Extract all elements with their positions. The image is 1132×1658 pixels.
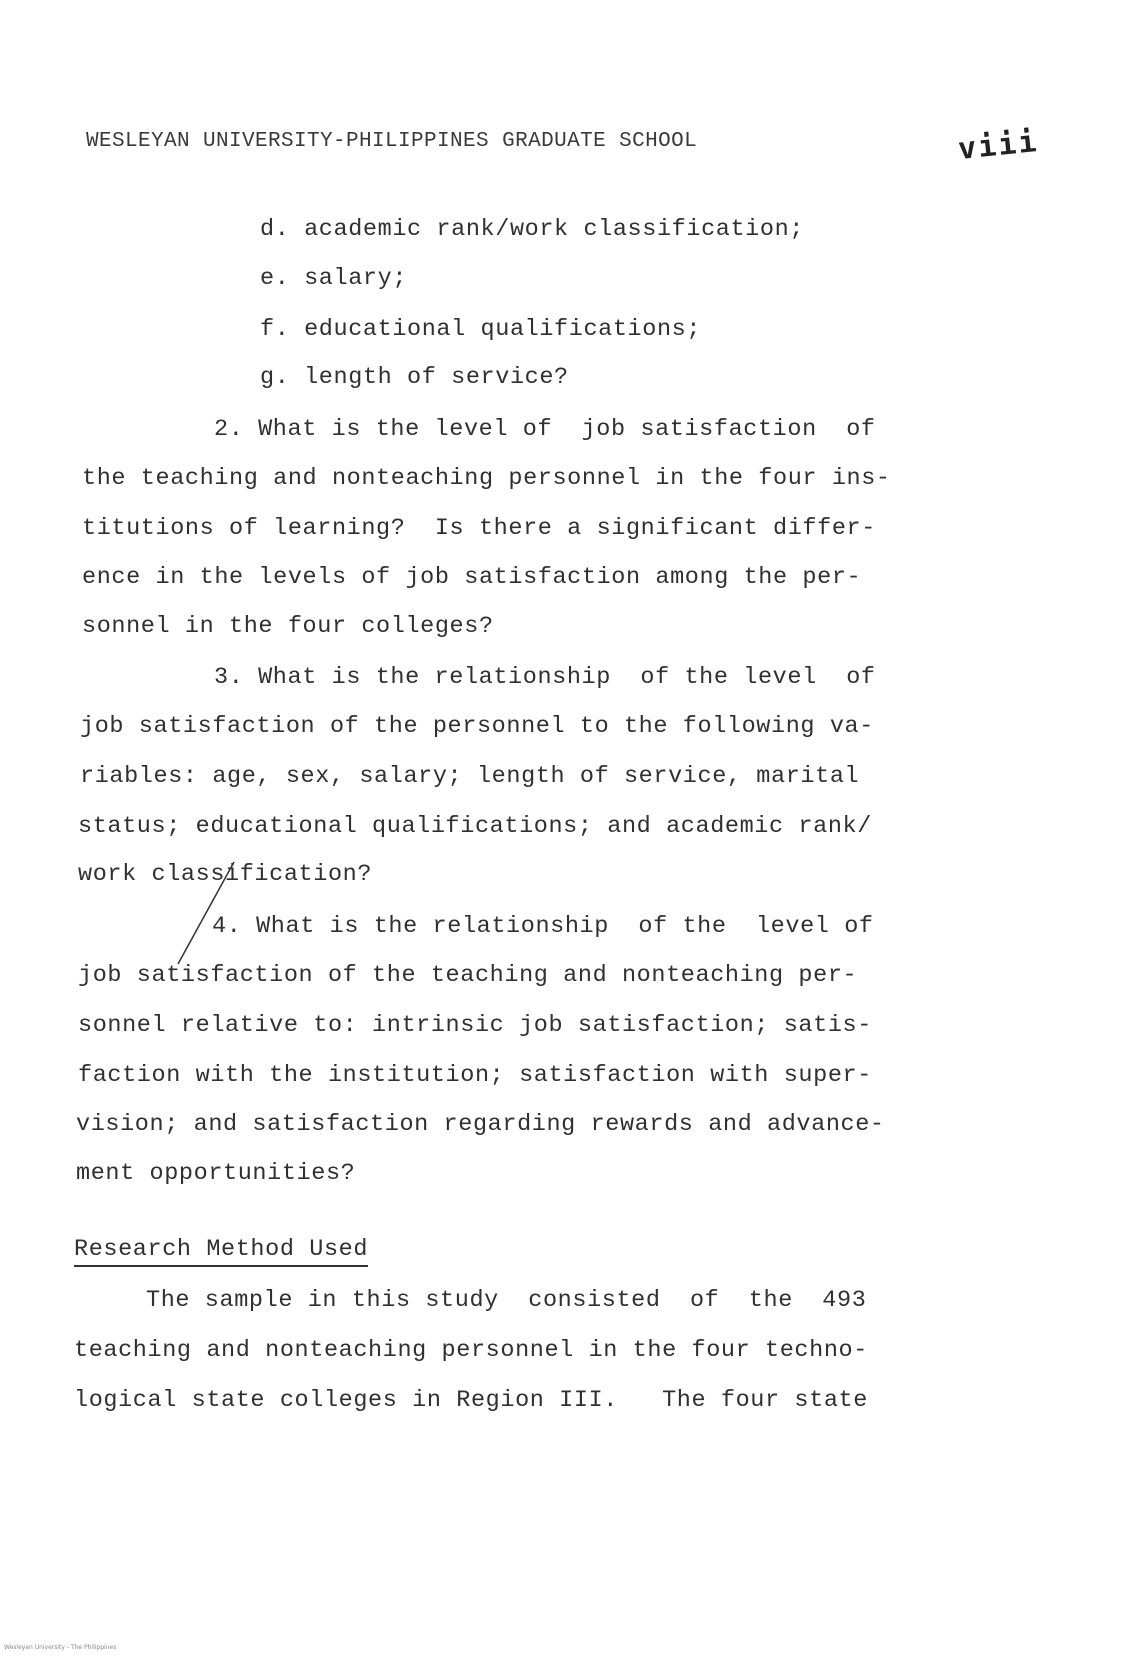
paragraph-line: ment opportunities? xyxy=(76,1160,356,1187)
footer-caption: Wesleyan University - The Philippines xyxy=(4,1644,117,1651)
paragraph-line: job satisfaction of the personnel to the following va- xyxy=(80,713,874,740)
paragraph-line: The sample in this study consisted of the 493 xyxy=(146,1287,867,1314)
section-heading: Research Method Used xyxy=(74,1236,368,1267)
list-item-g: g. length of service? xyxy=(260,364,569,391)
page-number: viii xyxy=(956,123,1040,168)
paragraph-line: job satisfaction of the teaching and nonteaching per- xyxy=(78,962,858,989)
paragraph-line: riables: age, sex, salary; length of service, marital xyxy=(80,763,860,790)
paragraph-line: sonnel relative to: intrinsic job satisfaction; satis- xyxy=(78,1012,872,1039)
question-2-line: 2. What is the level of job satisfaction of xyxy=(214,416,876,443)
paragraph-line: the teaching and nonteaching personnel in the four ins- xyxy=(82,465,891,492)
institution-header: WESLEYAN UNIVERSITY-PHILIPPINES GRADUATE SCHOOL xyxy=(86,130,698,153)
paragraph-line: teaching and nonteaching personnel in the four techno- xyxy=(74,1337,868,1364)
paragraph-line: logical state colleges in Region III. The four state xyxy=(74,1387,868,1414)
paragraph-line: sonnel in the four colleges? xyxy=(82,613,494,640)
paragraph-line: work classification? xyxy=(78,861,373,888)
list-item-e: e. salary; xyxy=(260,265,408,292)
question-3-line: 3. What is the relationship of the level of xyxy=(214,664,876,691)
pen-stroke-mark xyxy=(172,860,252,970)
paragraph-line: faction with the institution; satisfaction with super- xyxy=(78,1062,872,1089)
paragraph-line: ence in the levels of job satisfaction among the per- xyxy=(82,564,862,591)
list-item-f: f. educational qualifications; xyxy=(260,316,702,343)
list-item-d: d. academic rank/work classification; xyxy=(260,216,804,243)
paragraph-line: titutions of learning? Is there a significant differ- xyxy=(82,515,876,542)
question-4-line: 4. What is the relationship of the level of xyxy=(212,913,874,940)
paragraph-line: vision; and satisfaction regarding rewards and advance- xyxy=(76,1111,885,1138)
paragraph-line: status; educational qualifications; and academic rank/ xyxy=(78,813,872,840)
